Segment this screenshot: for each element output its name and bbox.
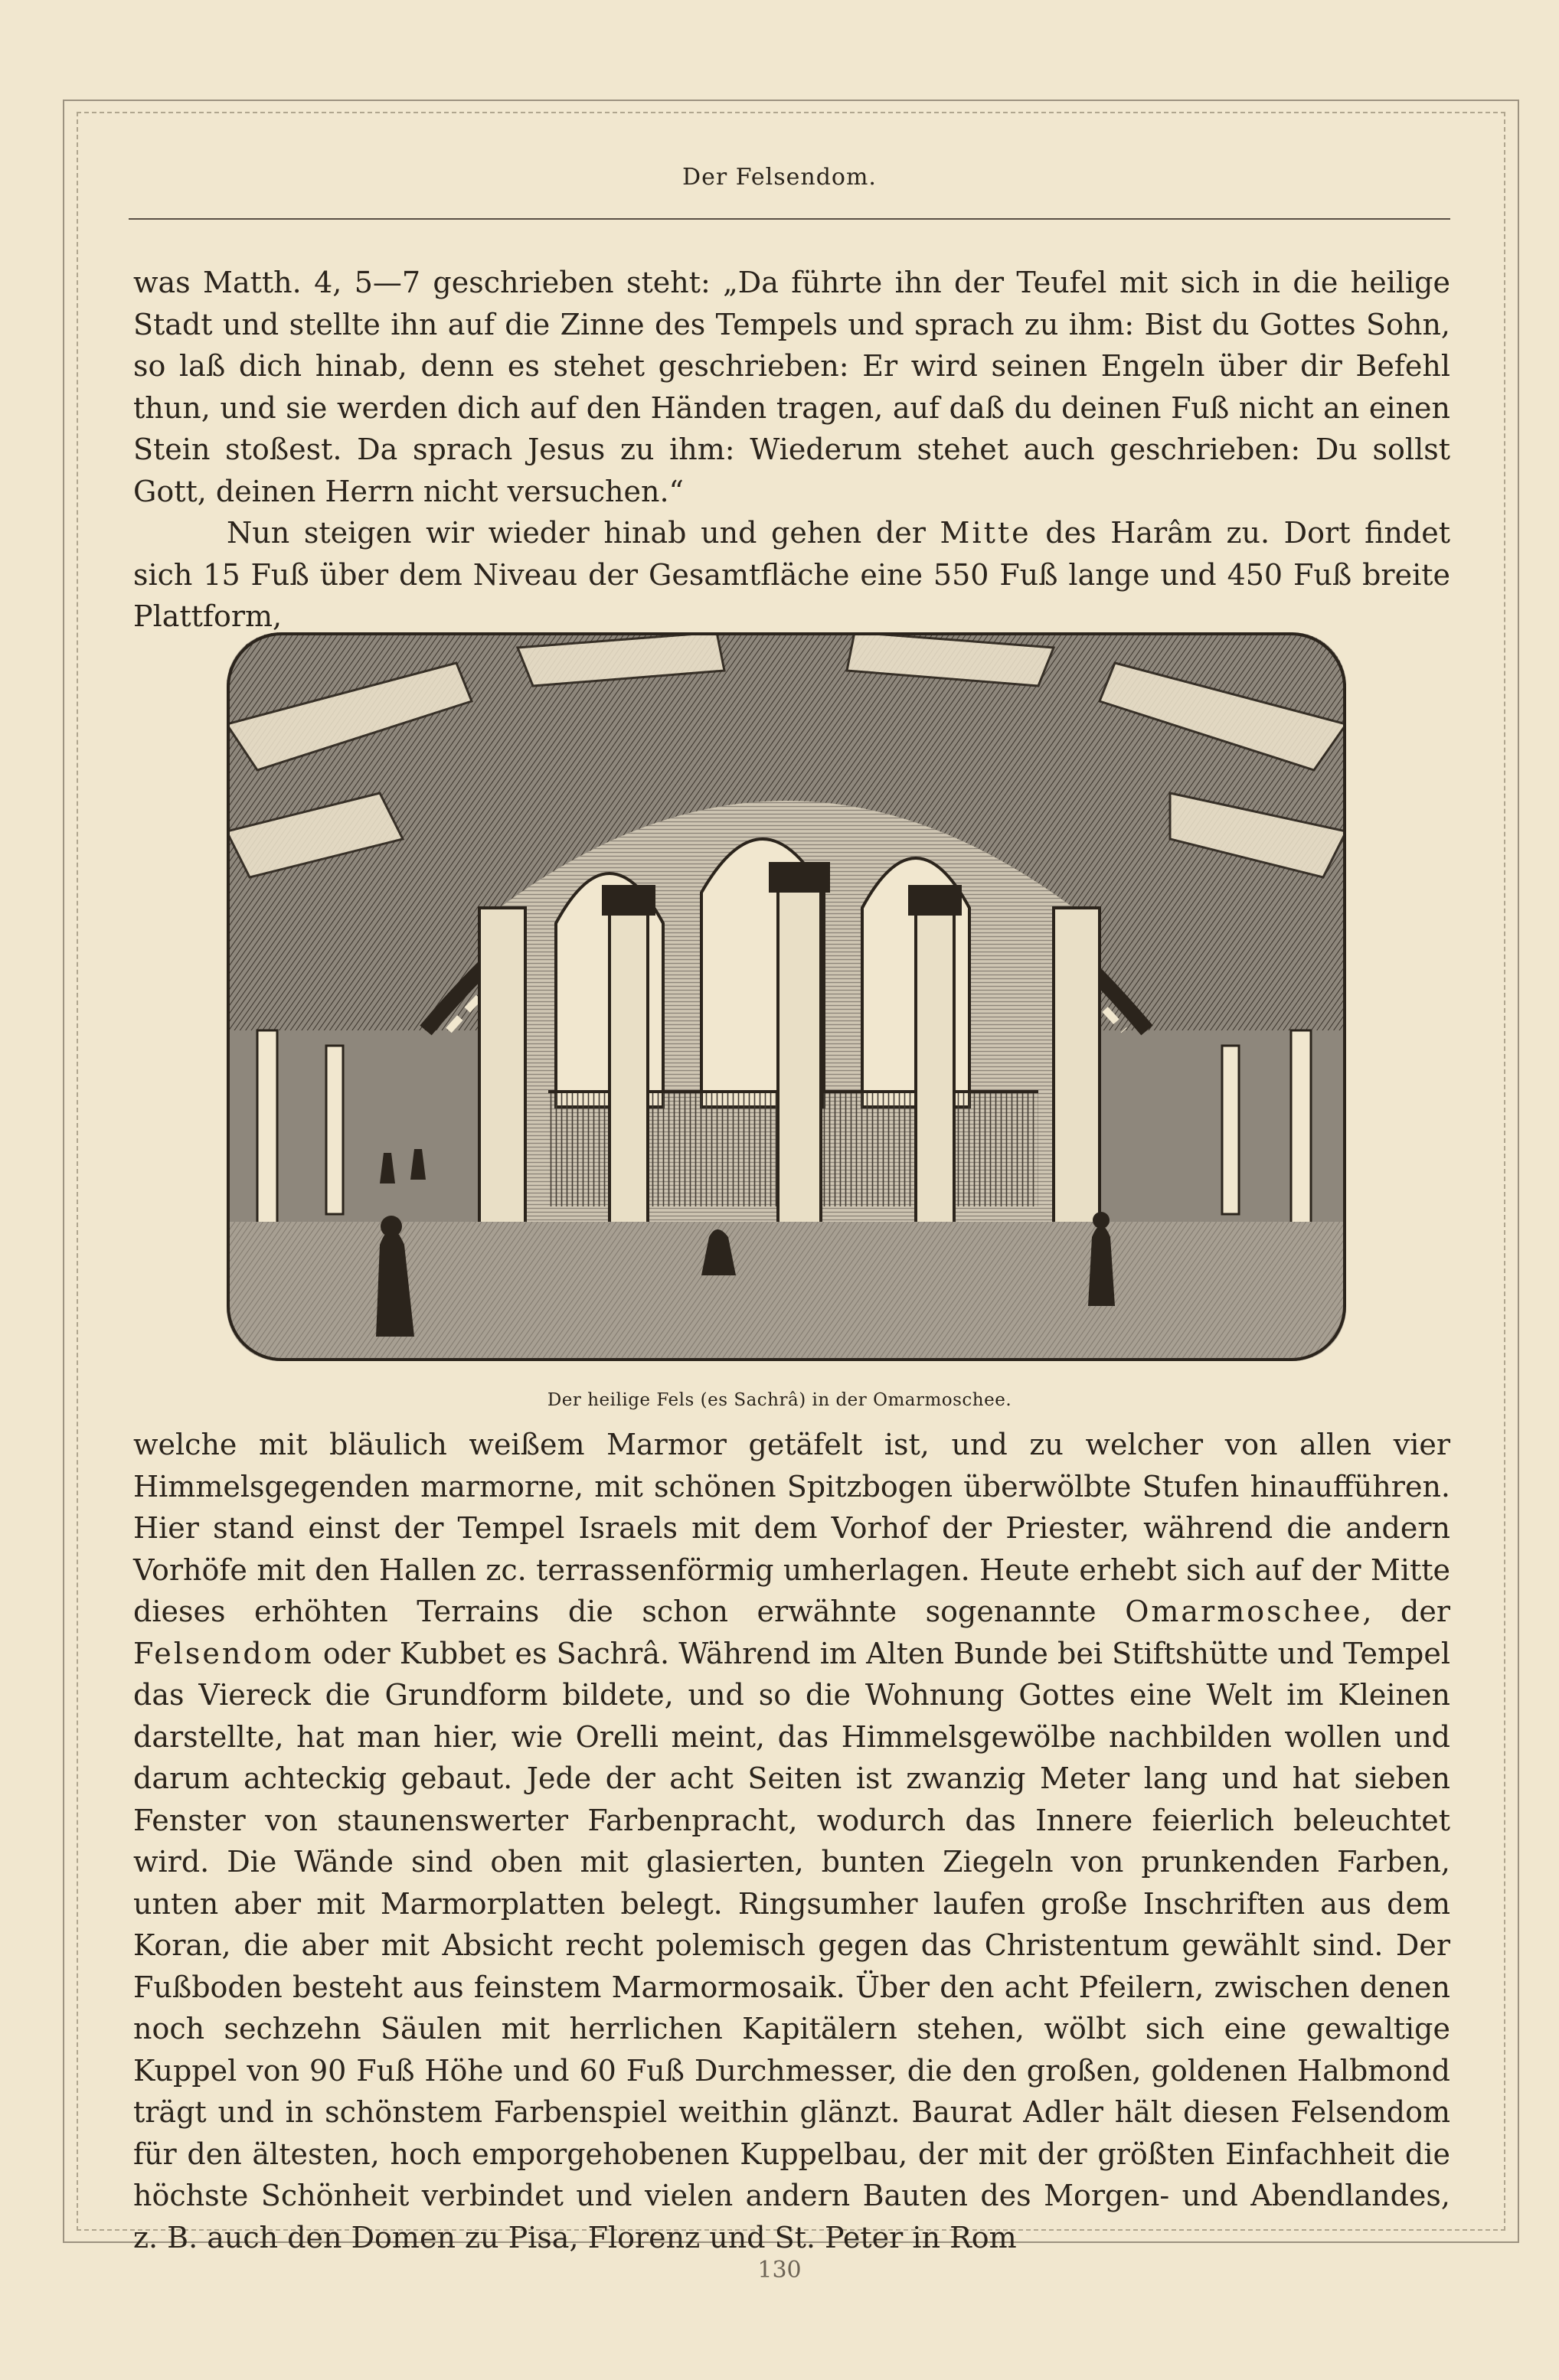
running-head: Der Felsendom. [682, 164, 877, 191]
paragraph-3-text-e: oder Kubbet es Sachrâ. Während im Alten Bunde bei Stiftshütte und Tempel das Viereck die Grundform bildete, und so die Wohnung Gottes eine Welt im Kleinen darstellte, hat man hier, wie Orelli meint, das Himmelsgewölbe nachbilden wollen und darum achteckig gebaut. Jede der acht Seiten ist zwanzig Meter lang und hat sieben Fenster von staunenswerter Farbenpracht, wodurch das Innere feierlich beleuchtet wird. Die Wände sind oben mit glasierten, bunten Ziegeln von prunkenden Farben, unten aber mit Marmorplatten belegt. Ringsumher laufen große Inschriften aus dem Koran, die aber mit Absicht recht polemisch gegen das Christentum gewählt sind. Der Fußboden besteht aus feinstem Marmormosaik. Über den acht Pfeilern, zwischen denen noch sechzehn Säulen mit herrlichen Kapitälern stehen, wölbt sich eine gewaltige Kuppel von 90 Fuß Höhe und 60 Fuß Durchmesser, die den großen, goldenen Halbmond trägt und in schönstem Farbenspiel weithin glänzt. Baurat Adler hält diesen Felsendom für den ältesten, hoch emporgehobenen Kuppelbau, der mit der größten Einfachheit die höchste Schönheit verbindet und vielen andern Bauten des Morgen- und Abendlandes, z. B. auch den Domen zu Pisa, Florenz und St. Peter in Rom [133, 1636, 1450, 2254]
text-block-bottom [133, 1424, 1450, 2258]
page-number: 130 [757, 2257, 802, 2284]
paragraph-3-spaced-felsendom: Felsendom [133, 1636, 314, 1670]
paragraph-3 [133, 1424, 1450, 2258]
paragraph-2-spaced-mitte: Mitte [940, 516, 1031, 550]
paragraph-2 [133, 512, 1450, 638]
paragraph-2-text-c: des Harâm zu. Dort findet sich 15 Fuß über dem Niveau der Gesamtfläche eine 550 Fuß lange und 450 Fuß breite Plattform, [133, 516, 1450, 633]
paragraph-1: was Matth. 4, 5—7 geschrieben steht: „Da führte ihn der Teufel mit sich in die heilige Stadt und stellte ihn auf die Zinne des Tempels und sprach zu ihm: Bist du Gottes Sohn, so laß dich hinab, denn es stehet geschrieben: Er wird seinen Engeln über dir Befehl thun, und sie werden dich auf den Händen tragen, auf daß du deinen Fuß nicht an einen Stein stoßest. Da sprach Jesus zu ihm: Wiederum stehet auch geschrieben: Du sollst Gott, deinen Herrn nicht versuchen.“ [133, 266, 1450, 508]
paragraph-3-spaced-omarmoschee: Omarmoschee [1125, 1595, 1363, 1628]
header-rule [129, 218, 1450, 220]
paragraph-2-text-a: Nun steigen wir wieder hinab und gehen der [227, 516, 940, 550]
mosque-interior-illustration [227, 632, 1346, 1361]
text-block-top [133, 262, 1450, 638]
paragraph-3-text-c: , der [1362, 1595, 1450, 1628]
illustration-caption: Der heilige Fels (es Sachrâ) in der Omarmoschee. [547, 1390, 1012, 1410]
paragraph-3-text-a: welche mit bläulich weißem Marmor getäfelt ist, und zu welcher von allen vier Himmelsgegenden marmorne, mit schönen Spitzbogen überwölbte Stufen hinaufführen. Hier stand einst der Tempel Israels mit dem Vorhof der Priester, während die andern Vorhöfe mit den Hallen zc. terrassenförmig umherlagen. Heute erhebt sich auf der Mitte dieses erhöhten Terrains die schon erwähnte sogenannte [133, 1428, 1450, 1628]
